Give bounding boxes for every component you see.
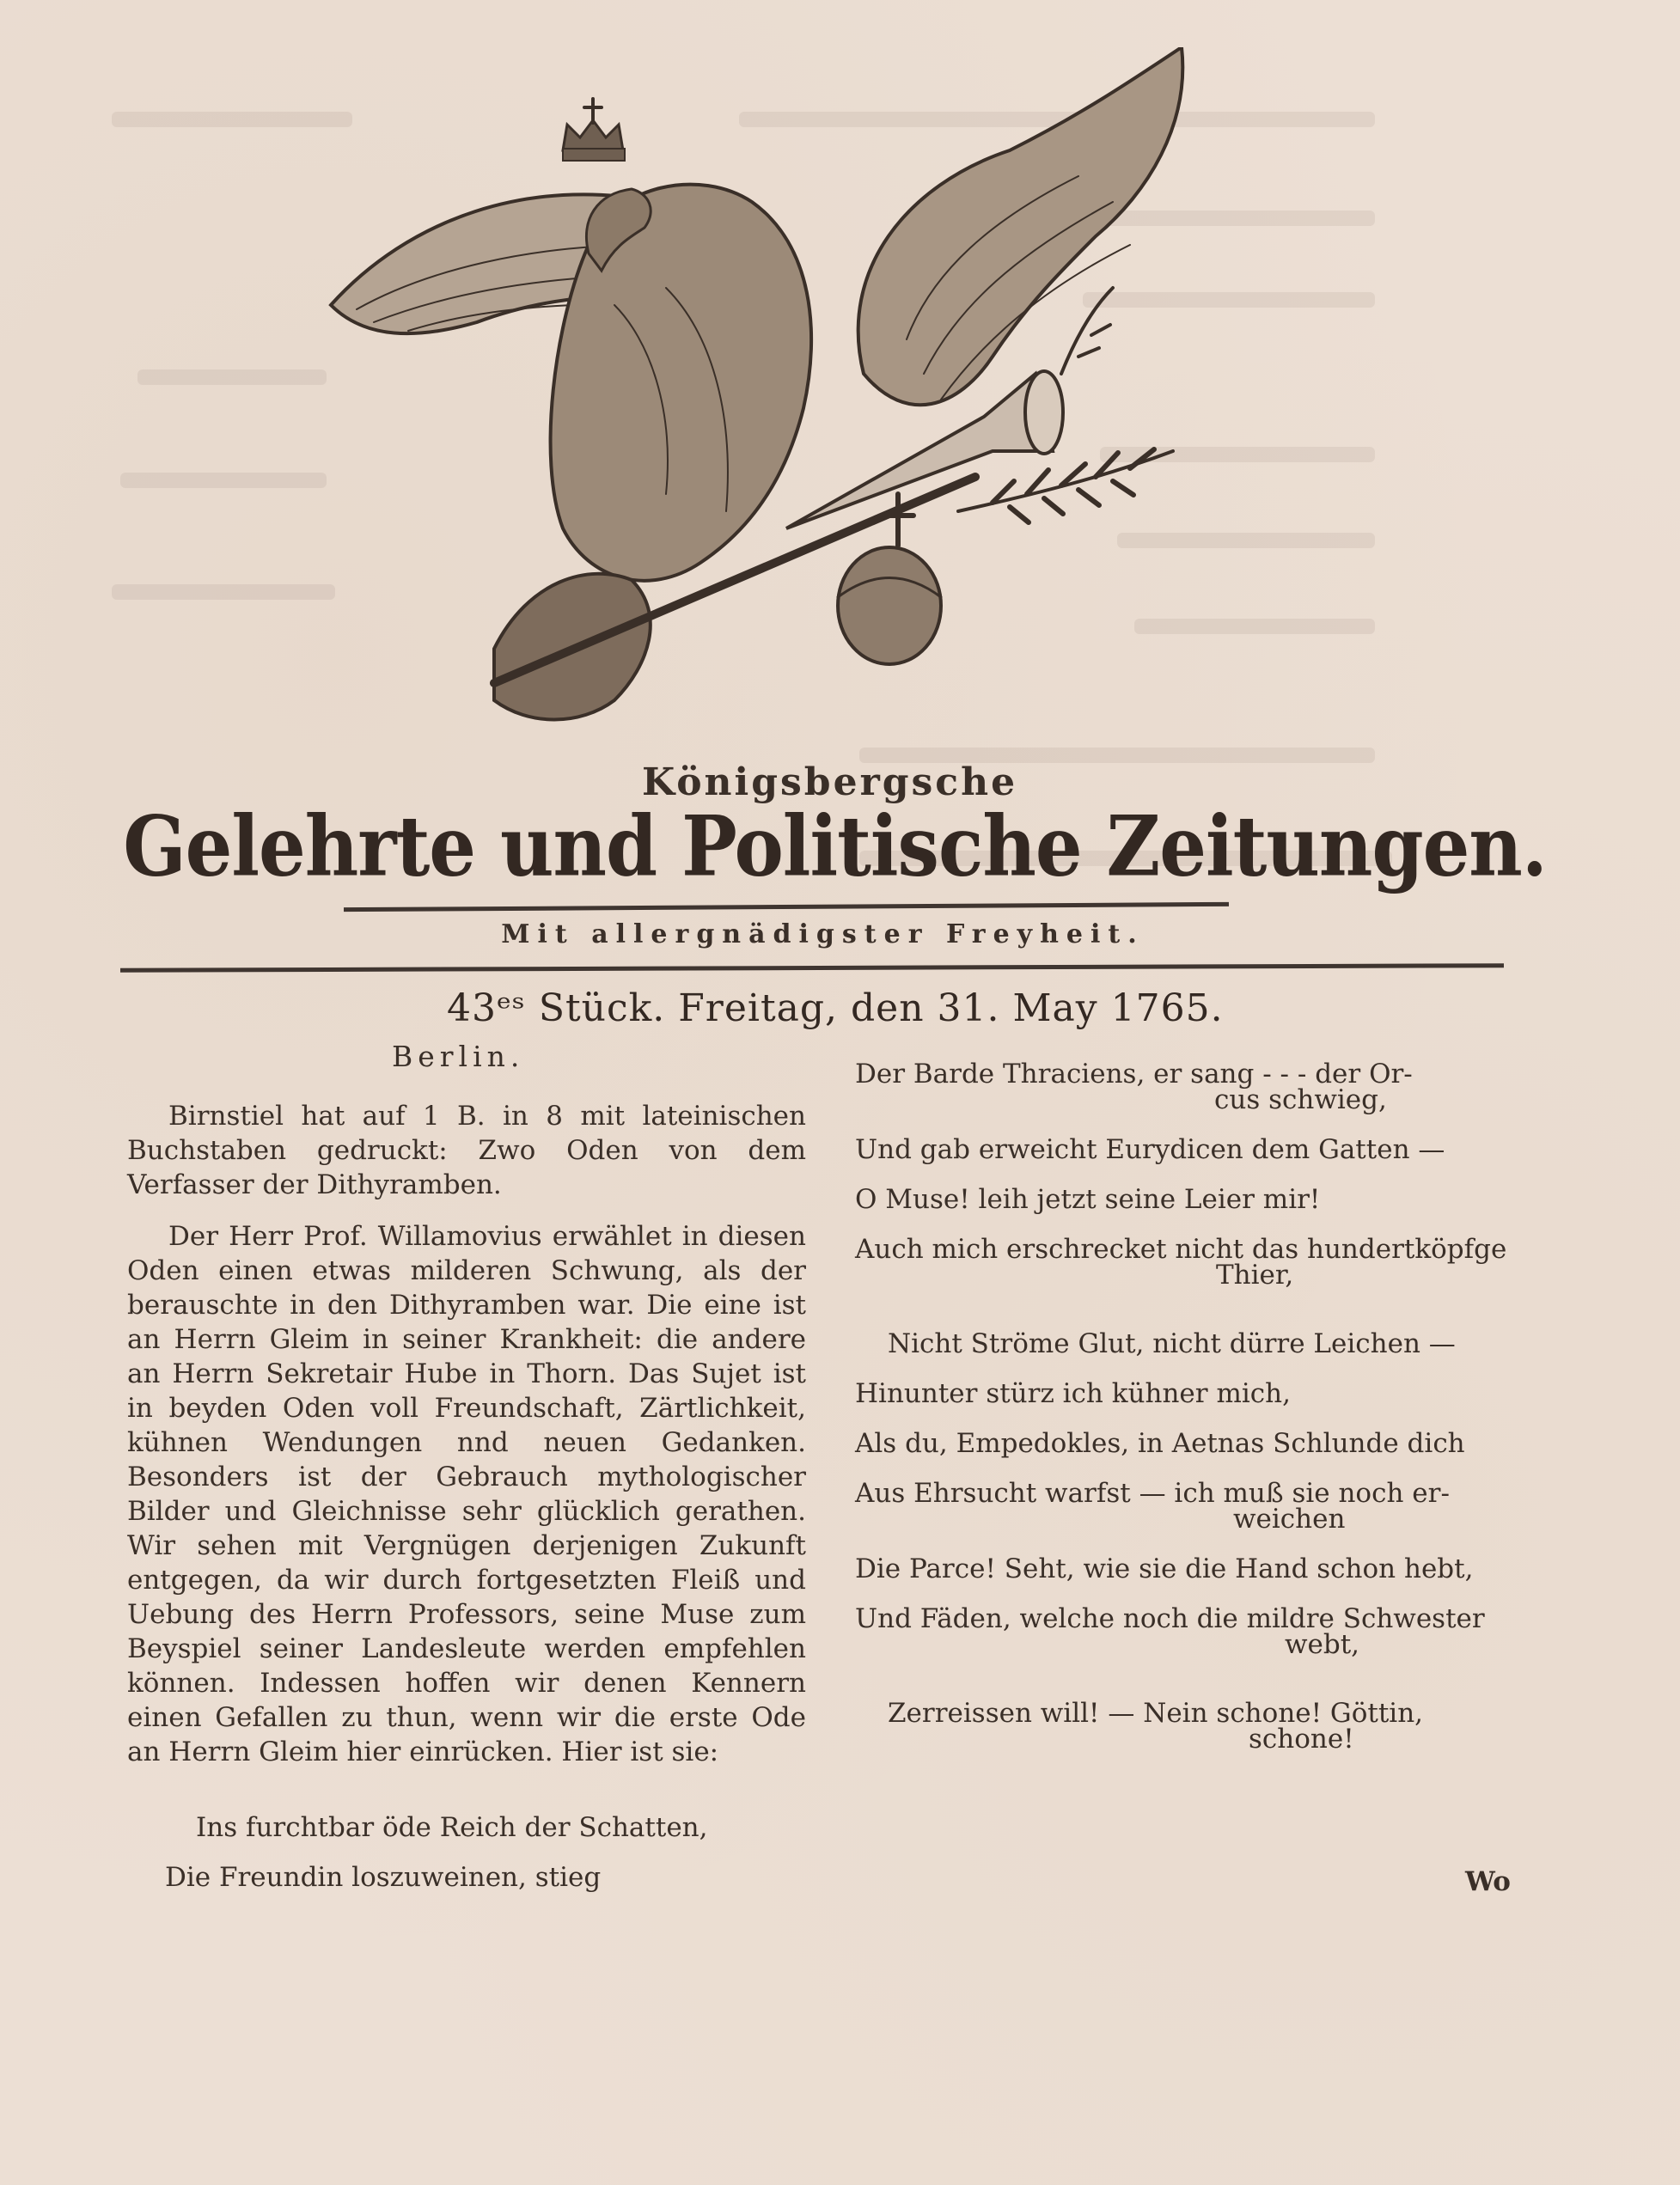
poem-line-continuation: schone! <box>1249 1724 1354 1755</box>
poem-line: Aus Ehrsucht warfst — ich muß sie noch er- <box>855 1478 1450 1509</box>
eagle-vignette <box>305 47 1332 752</box>
masthead-title: Gelehrte und Politische Zeitungen. <box>123 797 1547 896</box>
poem-line: Auch mich erschrecket nicht das hundertköpfge <box>855 1234 1507 1265</box>
poem-opening <box>127 1810 806 1895</box>
poem-line: Zerreissen will! — Nein schone! Göttin, <box>888 1698 1424 1729</box>
masthead-subtitle: Königsbergsche <box>641 760 1018 804</box>
poem-line-continuation: Thier, <box>1216 1260 1294 1291</box>
section-heading-berlin: Berlin. <box>392 1040 525 1073</box>
poem-line: Die Freundin loszuweinen, stieg <box>165 1862 602 1893</box>
privilege-line: Mit allergnädigster Freyheit. <box>501 919 1145 949</box>
poem-line: Und gab erweicht Eurydicen dem Gatten — <box>855 1134 1445 1165</box>
left-column <box>127 1040 806 1895</box>
paragraph: Der Herr Prof. Willamovius erwählet in diesen Oden einen etwas milderen Schwung, als der berauschte in den Dithyramben war. Die eine ist an Herrn Gleim in seiner Krankheit: die andere an Herrn Sekretair Hube in Thorn. Das Sujet ist in beyden Oden voll Freundschaft, Zärtlichkeit, kühnen Wendungen nnd neuen Gedanken. Besonders ist der Gebrauch mythologischer Bilder und Gleichnisse sehr glücklich gerathen. Wir sehen mit Vergnügen derjenigen Zukunft entgegen, da wir durch fortgesetzten Fleiß und Uebung des Herrn Professors, seine Muse zum Beyspiel seiner Landesleute werden empfehlen können. Indessen hoffen wir denen Kennern einen Gefallen zu thun, wenn wir die erste Ode an Herrn Gleim hier einrücken. Hier ist sie: <box>127 1221 806 1767</box>
poem-line: Der Barde Thraciens, er sang - - - der Or- <box>855 1059 1413 1089</box>
stanza <box>855 1057 1517 1292</box>
poem-line: Hinunter stürz ich kühner mich, <box>855 1378 1291 1409</box>
catchword: Wo <box>1465 1866 1511 1897</box>
poem-line: Die Parce! Seht, wie sie die Hand schon hebt, <box>855 1553 1474 1584</box>
poem-line-continuation: cus schwieg, <box>1214 1084 1387 1115</box>
crowned-eagle-icon <box>305 47 1332 752</box>
right-column-poem <box>855 1057 1517 1772</box>
poem-line: Ins furchtbar öde Reich der Schatten, <box>196 1812 708 1843</box>
paragraph: Birnstiel hat auf 1 B. in 8 mit lateinischen Buchstaben gedruckt: Zwo Oden von dem Verfasser der Dithyramben. <box>127 1101 806 1200</box>
poem-line: Als du, Empedokles, in Aetnas Schlunde dich <box>855 1428 1465 1459</box>
poem-line: Und Fäden, welche noch die mildre Schwester <box>855 1603 1485 1634</box>
poem-line-continuation: webt, <box>1285 1629 1360 1660</box>
poem-line: Nicht Ströme Glut, nicht dürre Leichen — <box>888 1328 1456 1359</box>
poem-line: O Muse! leih jetzt seine Leier mir! <box>855 1184 1321 1215</box>
stanza <box>855 1696 1517 1756</box>
stanza <box>855 1327 1517 1662</box>
issue-dateline: 43ᵉˢ Stück. Freitag, den 31. May 1765. <box>447 986 1224 1030</box>
poem-line-continuation: weichen <box>1233 1504 1346 1535</box>
